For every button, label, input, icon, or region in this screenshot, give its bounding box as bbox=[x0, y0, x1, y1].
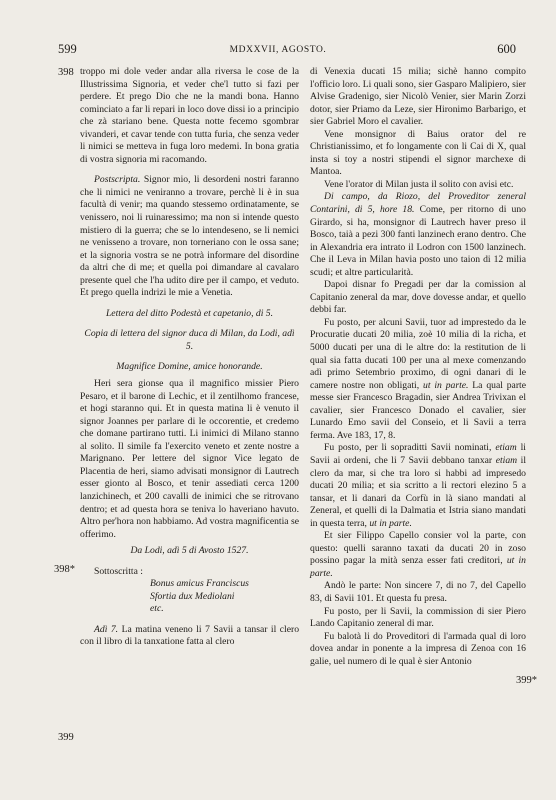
paragraph-text: Come, per ritorno di uno Girardo, si ha, monsignor di Lautrech haver preso il Bosco, taià a pezi 300 fanti lanzinech erano dentro. Che in Alexandria era intrato il Lodron con 1500 lanzinech. Che il Leva in Milan havia posto uno taion di 12 milia scudi; et altre particularità. bbox=[310, 204, 526, 278]
italic-phrase: etiam bbox=[492, 454, 518, 466]
date-label: Adì 7. bbox=[94, 623, 119, 635]
paragraph-text: li Savii ai ordeni, che li 7 Savii debbano tanxar bbox=[310, 442, 526, 466]
paragraph: Andò le parte: Non sincere 7, di no 7, del Capello 83, di Savii 101. Et questa fu presa. bbox=[310, 580, 526, 604]
margin-number-398: 398 bbox=[58, 67, 74, 78]
sottoscritta-label: Sottoscritta : bbox=[94, 565, 143, 577]
paragraph-text: La matina veneno li 7 Savii a tansar il clero con il libro di la tanxatione fatta al clero bbox=[80, 623, 300, 648]
section-heading: Lettera del ditto Podestà et capetanio, di 5. bbox=[105, 307, 274, 319]
postscript-label: Postscripta. bbox=[94, 174, 141, 186]
margin-number-399: 399 bbox=[58, 732, 74, 743]
left-column bbox=[80, 66, 299, 649]
postscript-text: Signor mio, li desordeni nostri faranno che li nimici ne veniranno a trovare, perchè li è in sua facultà di venir; ma quando stessemo ordinatamente, se venissero, noi li ruinaressimo; ma non si intende questo mistiero di la guerra; che se lo intendeseno, se li nemici ne venisseno a trovare, non torneriano con le ossa sane; et la signoria vostra se ne potrà informare del disordine da altri che di me; et quella poi dimandare al cavalaro presente quel che l'ha udito dire per il campo, et veduto. Et prego quella indrizi le mie a Venetia. bbox=[80, 174, 299, 299]
paragraph: di Venexia ducati 15 milia; sichè hanno compito l'officio loro. Li quali sono, sier Gasparo Malipiero, sier Alvise Gradenigo, sier Nicolò Venier, sier Marin Zorzi dotor, sier Priamo da Leze, sier Hironimo Barbarigo, et sier Gabriel Moro el cavalier. bbox=[310, 66, 526, 128]
paragraph: Vene l'orator di Milan justa il solito con avisi etc. bbox=[324, 178, 514, 190]
paragraph: Heri sera gionse qua il magnifico missier Piero Pesaro, et il barone di Lechic, et il zentilhomo francese, et hogi staranno qui. Et in questa matina li è venuto il signor Joannes per parlare di le occorentie, et credemo che domane partirano tutti. Li inimici di Milano stanno al solito. Il simile fa l'exercito veneto et zente nostre a Marignano. Per lettere del signor Vice legato de Placentia de heri, siamo advisati monsignor di Lautrech esser gionto al Bosco, et tenir assediati cerca 1200 lanzichinech, et 200 cavalli de inimici che se ritrovano dentro; et ad questa hora se teniva lo haveriano havuto. Altro per'hora non habbiamo. Ad vostra magnificentia se offerimo. bbox=[80, 378, 299, 540]
paragraph bbox=[310, 530, 526, 580]
salutation: Magnifice Domine, amice honorande. bbox=[116, 361, 263, 373]
right-column bbox=[310, 66, 526, 668]
margin-number-399-star: 399* bbox=[516, 675, 537, 686]
signature-line: Sfortia dux Mediolani bbox=[150, 590, 235, 602]
paragraph-text: Et sier Filippo Capello consier vol la parte, con questo: quelli saranno taxati da ducati 20 in zoso possino pagar la mità senza esser fati creditori, bbox=[310, 530, 526, 567]
paragraph bbox=[80, 624, 299, 649]
italic-phrase: ut in parte. bbox=[366, 517, 412, 529]
page-number-right: 600 bbox=[497, 42, 516, 56]
paragraph: Vene monsignor di Baius orator del re Christianissimo, et fo longamente con li Cai di X, qual insta si toy a nostri stipendi el signor marchexe di Mantoa. bbox=[310, 128, 526, 178]
paragraph: Fu balotà li do Proveditori di l'armada qual di loro dovea andar in ponente a la impresa di Zenoa con 16 galie, uel numero di le qual è sier Antonio bbox=[310, 630, 526, 667]
signature-line: Bonus amicus Franciscus bbox=[150, 578, 249, 590]
paragraph bbox=[310, 191, 526, 279]
page-number-left: 599 bbox=[58, 42, 77, 56]
paragraph: troppo mi dole veder andar alla riversa le cose de la Illustrissima Signoria, et veder che'l tutto si fazi per perdere. Et prego Dio che ne la mandi bona. Hanno cominciato a far li repari in loco dove dissi io a principio che zà stariano bene. Questa notte fecemo sgombrar vivanderi, et cavar tende con tutta furia, che senza veder li nimici se metteva in fuga loro medemi. In bona gratia di vostra signoria mi racomando. bbox=[80, 66, 299, 165]
paragraph: Fu posto, per li Savii, la commission di sier Piero Lando Capitanio zeneral di mar. bbox=[310, 605, 526, 630]
paragraph-text: il clero da mar, si che tra loro si habbi ad impresedo ducati 20 milia; et sia scritto a li rectori elezino 5 a tansar, et li danari da Corfù in là siano mandati al Zeneral, et quelli di la Dalmatia et Istria siano mandati in questa terra, bbox=[310, 454, 526, 529]
paragraph-text: La qual parte messe sier Francesco Bragadin, sier Andrea Trivixan el cavalier, sier Francesco Donado el cavalier, sier Lunardo Emo savii del Conseio, et li Savii a terra ferma. Ave 183, 17, 8. bbox=[310, 379, 526, 441]
paragraph: Dapoi disnar fo Pregadi per dar la comission al Capitanio zeneral da mar, dove dovesse andar, et quello debbi far. bbox=[310, 279, 526, 316]
margin-number-398-star: 398* bbox=[54, 564, 75, 575]
running-header: MDXXVII, AGOSTO. bbox=[229, 45, 327, 55]
italic-phrase: ut in parte. bbox=[419, 379, 469, 391]
dateline: Da Lodi, adì 5 di Avosto 1527. bbox=[130, 545, 249, 557]
paragraph-postscript bbox=[80, 174, 299, 299]
paragraph bbox=[310, 317, 526, 442]
signature-line: etc. bbox=[150, 603, 164, 615]
italic-phrase: ut in parte. bbox=[310, 555, 526, 579]
section-heading: Copia di lettera del signor duca di Milan, da Lodi, adì 5. bbox=[84, 328, 295, 352]
dispatch-heading: Di campo, da Riozo, del Proveditor zeneral Contarini, di 5, hore 18. bbox=[310, 191, 526, 216]
paragraph-text: Fu posto, per alcuni Savii, tuor ad imprestedo da le Procuratie ducati 20 milia, zoè 10 milia di la richa, et 5000 ducati per una di le altre do: la restitution de li qual sia fatta ducati 100 per una al mexe comenzando adì primo Setembrio proximo, di ogni danari di le camere nostre non obligati, bbox=[310, 316, 526, 391]
paragraph bbox=[310, 442, 526, 530]
paragraph-text: Fu posto, per li sopraditti Savii nominati, bbox=[324, 442, 492, 454]
italic-phrase: etiam bbox=[491, 442, 517, 454]
